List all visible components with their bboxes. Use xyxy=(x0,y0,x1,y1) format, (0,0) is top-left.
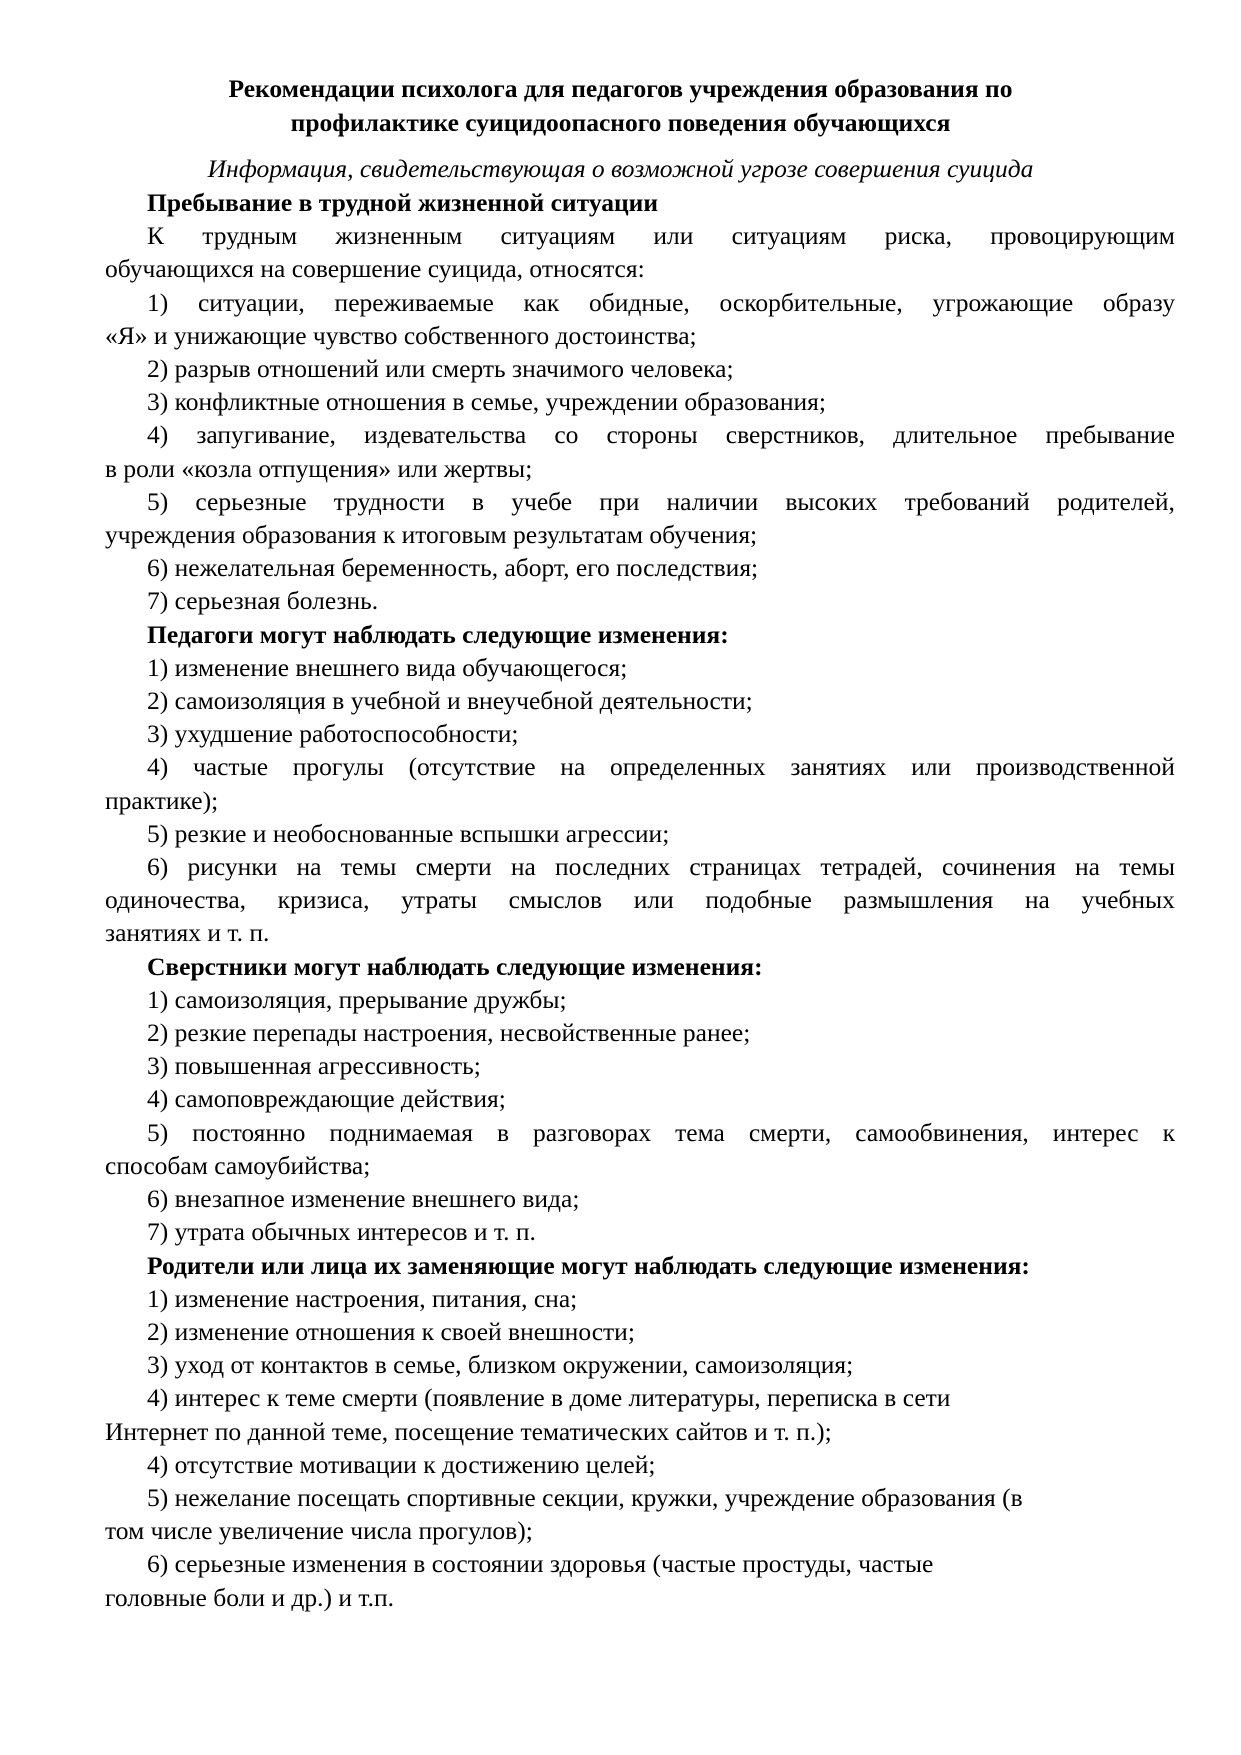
word: 4) xyxy=(147,420,169,450)
word: ситуациям xyxy=(731,221,847,251)
word: оскорбительные, xyxy=(719,287,903,317)
word: ситуации, xyxy=(197,287,305,317)
word: поднимаемая xyxy=(329,1117,473,1147)
list-item: 7) утрата обычных интересов и т. п. xyxy=(147,1217,536,1247)
list-item: 2) изменение отношения к своей внешности; xyxy=(147,1316,635,1346)
list-item-continuation: учреждения образования к итоговым результатам обучения; xyxy=(105,520,758,550)
word: тетрадей, xyxy=(820,852,923,882)
title-line-1: Рекомендации психолога для педагогов учреждения образования по xyxy=(228,74,1013,103)
word: учебе xyxy=(511,486,573,516)
word: смерти xyxy=(415,852,492,882)
word: страницах xyxy=(689,852,802,882)
word: утраты xyxy=(401,885,478,915)
section-heading-difficult-situation: Пребывание в трудной жизненной ситуации xyxy=(147,188,659,217)
word: сочинения xyxy=(941,852,1056,882)
word: 5) xyxy=(147,486,169,516)
word: темы xyxy=(340,852,397,882)
list-item: 4) самоповреждающие действия; xyxy=(147,1084,506,1114)
list-item: 6) нежелательная беременность, аборт, его последствия; xyxy=(147,553,759,583)
word: (отсутствие xyxy=(408,752,536,782)
word: 1) xyxy=(147,287,169,317)
word: или xyxy=(633,885,674,915)
word: наличии xyxy=(666,486,759,516)
word: родителей, xyxy=(1056,486,1175,516)
word: угрожающие xyxy=(932,287,1074,317)
section-heading-teachers: Педагоги могут наблюдать следующие изменения: xyxy=(147,619,729,649)
word: смыслов xyxy=(508,885,603,915)
list-item xyxy=(105,850,1175,883)
word: длительное xyxy=(893,420,1018,450)
list-item-continuation: практике); xyxy=(105,785,219,815)
list-item: 5) резкие и необоснованные вспышки агрессии; xyxy=(147,818,670,848)
word: или xyxy=(911,752,952,782)
word: пребывание xyxy=(1045,420,1175,450)
word: стороны xyxy=(606,420,698,450)
word: тема xyxy=(675,1117,725,1147)
word: производственной xyxy=(975,752,1175,782)
list-item xyxy=(105,418,1175,451)
paragraph-line xyxy=(105,219,1175,252)
word: размышления xyxy=(843,885,994,915)
word: частые xyxy=(192,752,269,782)
word: риска, xyxy=(884,221,952,251)
word: высоких xyxy=(785,486,878,516)
word: 6) xyxy=(147,852,169,882)
word: ситуациям xyxy=(500,221,616,251)
list-item-continuation: способам самоубийства; xyxy=(105,1150,371,1180)
word: трудным xyxy=(202,221,298,251)
word: прогулы xyxy=(292,752,384,782)
list-item: 2) резкие перепады настроения, несвойственные ранее; xyxy=(147,1018,751,1048)
word: занятиях xyxy=(790,752,887,782)
list-item: 4) интерес к теме смерти (появление в доме литературы, переписка в сети xyxy=(147,1383,951,1413)
word: как xyxy=(523,287,560,317)
word: учебных xyxy=(1081,885,1175,915)
word: жизненным xyxy=(335,221,463,251)
list-item-continuation: головные боли и др.) и т.п. xyxy=(105,1582,394,1612)
word: на xyxy=(510,852,536,882)
list-item-continuation: том числе увеличение числа прогулов); xyxy=(105,1516,533,1546)
word: кризиса, xyxy=(277,885,370,915)
list-item: 3) уход от контактов в семье, близком окружении, самоизоляция; xyxy=(147,1350,854,1380)
word: 4) xyxy=(147,752,169,782)
word: интерес xyxy=(1052,1117,1139,1147)
word: провоцирующим xyxy=(990,221,1175,251)
section-heading-parents: Родители или лица их заменяющие могут наблюдать следующие изменения: xyxy=(147,1250,1030,1280)
word: 5) xyxy=(147,1117,169,1147)
list-item xyxy=(105,1116,1175,1149)
list-item-continuation: в роли «козла отпущения» или жертвы; xyxy=(105,453,533,483)
list-item: 6) внезапное изменение внешнего вида; xyxy=(147,1184,580,1214)
list-item-continuation: Интернет по данной теме, посещение тематических сайтов и т. п.); xyxy=(105,1416,832,1446)
list-item-continuation: «Я» и унижающие чувство собственного достоинства; xyxy=(105,320,697,350)
word: рисунки xyxy=(187,852,278,882)
list-item xyxy=(105,485,1175,518)
word: самообвинения, xyxy=(855,1117,1029,1147)
list-item: 2) разрыв отношений или смерть значимого человека; xyxy=(147,354,734,384)
word: темы xyxy=(1119,852,1175,882)
list-item-continuation xyxy=(105,883,1175,916)
list-item xyxy=(105,286,1175,319)
word: на xyxy=(560,752,586,782)
word: последних xyxy=(555,852,671,882)
word: трудности xyxy=(333,486,445,516)
word: К xyxy=(147,221,165,251)
paragraph-line: обучающихся на совершение суицида, относятся: xyxy=(105,254,645,284)
list-item: 7) серьезная болезнь. xyxy=(147,586,379,616)
word: к xyxy=(1162,1117,1175,1147)
list-item: 5) нежелание посещать спортивные секции, кружки, учреждение образования (в xyxy=(147,1482,1023,1512)
list-item: 1) изменение настроения, питания, сна; xyxy=(147,1283,578,1313)
word: смерти, xyxy=(748,1117,832,1147)
list-item: 2) самоизоляция в учебной и внеучебной деятельности; xyxy=(147,686,753,716)
list-item xyxy=(105,750,1175,783)
list-item: 1) самоизоляция, прерывание дружбы; xyxy=(147,984,567,1014)
word: обидные, xyxy=(588,287,690,317)
word: запугивание, xyxy=(196,420,336,450)
word: подобные xyxy=(705,885,812,915)
word: определенных xyxy=(609,752,766,782)
title-line-2: профилактике суицидоопасного поведения обучающихся xyxy=(290,108,951,137)
word: на xyxy=(1024,885,1050,915)
section-heading-peers: Сверстники могут наблюдать следующие изменения: xyxy=(147,951,763,981)
document-subtitle: Информация, свидетельствующая о возможной угрозе совершения суицида xyxy=(207,154,1034,183)
word: в xyxy=(496,1117,509,1147)
word: или xyxy=(653,221,694,251)
word: сверстников, xyxy=(725,420,866,450)
list-item: 1) изменение внешнего вида обучающегося; xyxy=(147,652,628,682)
list-item-continuation: занятиях и т. п. xyxy=(105,918,270,948)
word: серьезные xyxy=(195,486,307,516)
list-item: 3) конфликтные отношения в семье, учреждении образования; xyxy=(147,387,826,417)
list-item: 6) серьезные изменения в состоянии здоровья (частые простуды, частые xyxy=(147,1549,934,1579)
word: разговорах xyxy=(532,1117,652,1147)
list-item: 4) отсутствие мотивации к достижению целей; xyxy=(147,1449,656,1479)
word: постоянно xyxy=(192,1117,306,1147)
word: при xyxy=(599,486,640,516)
word: в xyxy=(472,486,485,516)
word: на xyxy=(1075,852,1100,882)
word: требований xyxy=(904,486,1030,516)
word: со xyxy=(554,420,579,450)
list-item: 3) повышенная агрессивность; xyxy=(147,1051,481,1081)
word: на xyxy=(296,852,322,882)
document-title xyxy=(110,72,1131,140)
list-item: 3) ухудшение работоспособности; xyxy=(147,719,519,749)
word: переживаемые xyxy=(334,287,494,317)
document-body xyxy=(105,186,1175,1614)
word: одиночества, xyxy=(105,885,247,915)
word: образу xyxy=(1102,287,1175,317)
word: издевательства xyxy=(364,420,527,450)
